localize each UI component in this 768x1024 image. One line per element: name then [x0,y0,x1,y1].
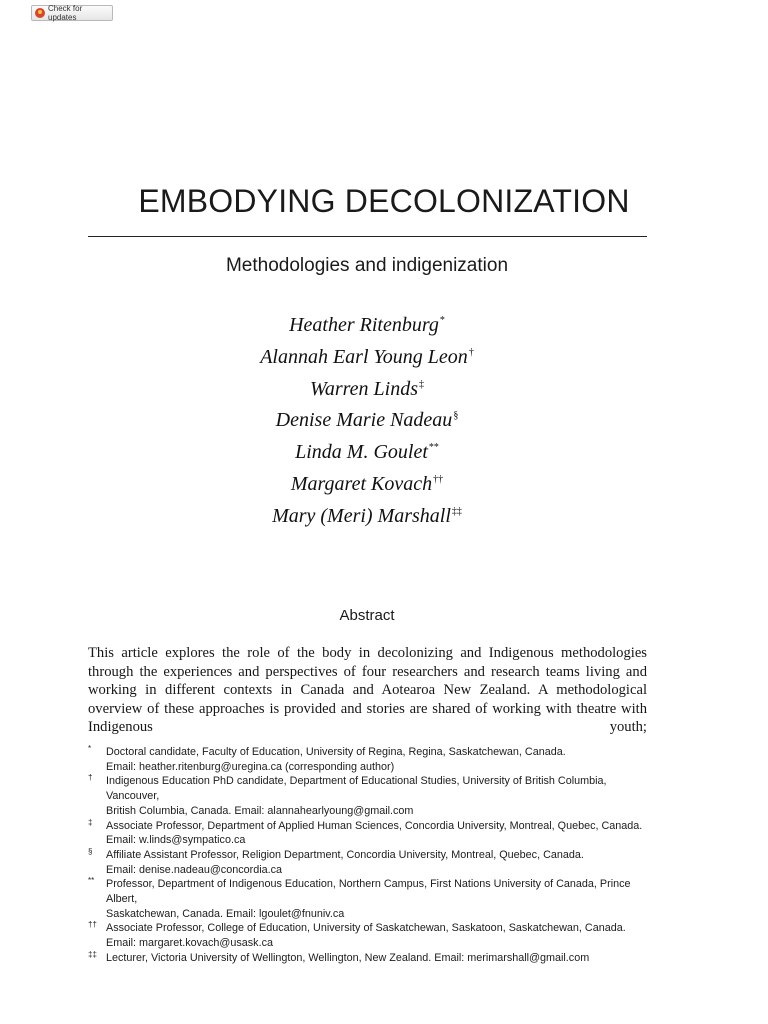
author-footnote-mark: * [439,315,445,326]
author-name: Linda M. Goulet [295,441,428,464]
footnote-line: Associate Professor, College of Education, University of Saskatchewan, Saskatoon, Saskatchewan, Canada. [106,922,626,935]
footnote-line: Doctoral candidate, Faculty of Education, University of Regina, Regina, Saskatchewan, Canada. [106,746,566,758]
author-footnote-mark: ‡‡ [451,505,462,517]
title-divider [88,236,647,237]
author [0,432,734,464]
footnote-mark: § [88,846,93,856]
footnote-line: Email: heather.ritenburg@uregina.ca (corresponding author) [106,760,395,773]
author-name: Margaret Kovach [290,472,433,495]
author-footnote-mark: †† [433,473,444,485]
footnote-line: Saskatchewan, Canada. Email: lgoulet@fnuniv.ca [106,907,345,920]
author [0,400,734,432]
footnote-line: Affiliate Assistant Professor, Religion Department, Concordia University, Montreal, Quebec, Canada. [106,848,584,861]
footnotes [88,745,658,966]
author [0,369,734,401]
author [0,337,734,369]
abstract-heading: Abstract [339,607,395,624]
footnote-line: Associate Professor, Department of Applied Human Sciences, Concordia University, Montreal, Quebec, Canada. [106,819,643,832]
footnote-line: British Columbia, Canada. Email: alannahearlyoung@gmail.com [106,804,414,817]
author [0,305,734,337]
article-title: EMBODYING DECOLONIZATION [138,183,630,219]
author [0,464,734,496]
footnote-line: Indigenous Education PhD candidate, Department of Educational Studies, University of British Columbia, Vancouver, [106,775,607,803]
footnote-mark: ** [88,876,95,886]
footnote [88,774,658,818]
author-footnote-mark: † [468,346,474,358]
footnote [88,848,658,877]
check-for-updates-icon [35,8,45,18]
footnote-line: Lecturer, Victoria University of Wellington, Wellington, New Zealand. Email: merimarshall@gmail.com [106,951,590,964]
footnote-line: Email: denise.nadeau@concordia.ca [106,863,283,876]
author-footnote-mark: § [453,410,459,422]
author [0,496,734,528]
footnote-mark: ‡ [88,817,93,827]
author-list [0,305,734,528]
footnote-line: Email: margaret.kovach@usask.ca [106,937,273,950]
author-footnote-mark: ‡ [419,378,424,390]
footnote-mark: † [88,773,93,783]
check-for-updates-button[interactable] [31,5,113,21]
author-name: Alannah Earl Young Leon [260,345,468,368]
footnote [88,745,658,774]
author-name: Heather Ritenburg [289,314,439,336]
footnote-line: Professor, Department of Indigenous Education, Northern Campus, First Nations University of Canada, Prince Albert, [106,878,631,906]
footnote [88,877,658,921]
article-subtitle: Methodologies and indigenization [225,255,509,276]
footnote-mark: * [88,744,92,753]
footnote [88,819,658,848]
author-name: Denise Marie Nadeau [275,409,453,432]
abstract-text: This article explores the role of the body in decolonizing and Indigenous methodologies through the experiences and perspectives of four researchers and research teams living and working in different contexts in Canada and Aotearoa New Zealand. A methodological overview of these approaches is provided and stories are shared of working with theatre with Indigenous youth; [88,645,647,735]
check-for-updates-label: Check for updates [48,4,83,22]
footnote [88,951,658,966]
footnote-mark: †† [88,920,97,930]
footnote-line: Email: w.linds@sympatico.ca [106,834,246,847]
author-name: Mary (Meri) Marshall [272,504,451,527]
footnote [88,921,658,950]
author-footnote-mark: ** [428,442,439,454]
footnote-mark: ‡‡ [88,949,97,959]
author-name: Warren Linds [310,377,418,400]
